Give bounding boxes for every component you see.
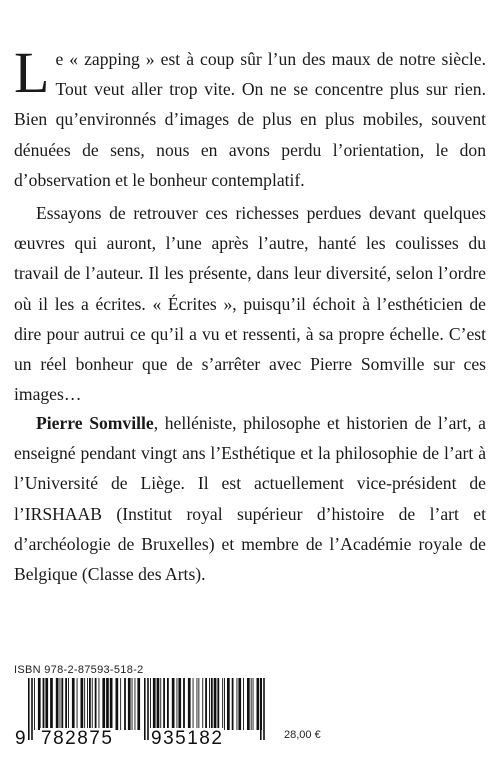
barcode-guard-bar: [144, 678, 146, 740]
barcode-bar: [178, 678, 181, 730]
barcode-bar: [43, 678, 45, 730]
barcode-bar: [72, 678, 75, 730]
barcode-bar: [224, 678, 225, 730]
barcode-bar: [253, 678, 254, 730]
barcode-right-digits: 935182: [151, 728, 224, 749]
barcode-bar: [177, 678, 178, 730]
barcode-bar: [137, 678, 140, 730]
barcode-guard-bar: [28, 678, 30, 740]
barcode-bar: [188, 678, 191, 730]
barcode-bar: [183, 678, 185, 730]
second-paragraph: Essayons de retrouver ces richesses perdues devant quelques œuvres qui auront, l’une après l’autre, hanté les coulisses du travail de l’auteur. Il les présente, dans leur diversité, selon l’ordre où il les a écrites. « Écrites », puisqu’il échoit à l’esthéticien de dire pour autrui ce qu’il a vu et ressenti, à sa propre échelle. C’est un réel bonheur que de s’arrêter avec Pierre Somville sur ces images…: [14, 203, 486, 405]
barcode-bar: [102, 678, 105, 730]
barcode-first-digit: 9: [15, 728, 26, 749]
barcode-bar: [92, 678, 93, 730]
barcode-bar: [61, 678, 63, 730]
barcode-bar: [68, 678, 69, 730]
barcode-bar: [251, 678, 252, 730]
barcode-bar: [257, 678, 260, 730]
barcode-bar: [260, 678, 262, 730]
barcode-bar: [89, 678, 91, 730]
barcode-bar: [132, 678, 133, 730]
barcode-bar: [128, 678, 131, 730]
barcode-bar: [106, 678, 109, 730]
barcode-bar: [110, 678, 113, 730]
barcode-guard-bar: [147, 678, 149, 740]
barcode-bar: [217, 678, 219, 730]
barcode-bar: [202, 678, 203, 730]
barcode-bar: [153, 678, 156, 730]
barcode-bar: [163, 678, 165, 730]
barcode-bar: [172, 678, 175, 730]
author-bio-text: , helléniste, philosophe et historien de l’art, a enseigné pendant vingt ans l’Esthétique et la philosophie de l’art à l’Université de Liège. Il est actuellement vice-président de l’IRSHAAB (Institut royal supérieur d’histoire de l’art et d’archéologie de Bruxelles) et membre de l’Académie royale de Belgique (Classe des Arts).: [14, 413, 486, 585]
barcode-bar: [120, 678, 121, 730]
barcode-bar: [232, 678, 234, 730]
barcode-bar: [87, 678, 88, 730]
barcode-bar: [237, 678, 238, 730]
barcode-bar: [60, 678, 61, 730]
barcode-bar: [222, 678, 223, 730]
barcode-guard-bar: [263, 678, 265, 740]
barcode-bar: [205, 678, 207, 730]
barcode-left-digits: 782875: [41, 728, 114, 749]
barcode-bar: [227, 678, 230, 730]
barcode-bar: [50, 678, 53, 730]
barcode-bar: [167, 678, 169, 730]
barcode-bar: [99, 678, 100, 730]
barcode-bar: [56, 678, 59, 730]
barcode-bar: [209, 678, 210, 730]
barcode-bar: [77, 678, 78, 730]
intro-paragraph-text: e « zapping » est à coup sûr l’un des maux de notre siècle. Tout veut aller trop vite. On ne se concentre plus sur rien. Bien qu’environnés d’images de plus en plus mobiles, souvent dénuées de sens, nous en avons perdu l’orientation, le don d’observation et le bonheur contemplatif.: [14, 49, 486, 190]
barcode-bar: [81, 678, 84, 730]
barcode-bar: [214, 678, 217, 730]
barcode-bar: [160, 678, 161, 730]
barcode-bar: [124, 678, 126, 730]
barcode-bar: [45, 678, 48, 730]
barcode-bar: [198, 678, 199, 730]
author-name: Pierre Somville: [36, 413, 154, 433]
barcode-bar: [193, 678, 194, 730]
price: 28,00 €: [284, 729, 321, 741]
barcode-bar: [157, 678, 160, 730]
drop-cap: L: [14, 40, 50, 105]
barcode-bar: [243, 678, 244, 730]
isbn-label: ISBN 978-2-87593-518-2: [14, 664, 144, 676]
barcode-bar: [238, 678, 241, 730]
barcode-bar: [84, 678, 85, 730]
barcode-bar: [34, 678, 35, 730]
barcode-bar: [65, 678, 67, 730]
barcode-bar: [95, 678, 97, 730]
barcode-bar: [150, 678, 151, 730]
barcode-bar: [211, 678, 213, 730]
barcode-bar: [38, 678, 41, 730]
barcode-bar: [116, 678, 119, 730]
barcode-bar: [247, 678, 250, 730]
barcode-guard-bar: [31, 678, 33, 740]
barcode-bar: [197, 678, 198, 730]
author-bio: [14, 408, 486, 589]
barcode-bar: [135, 678, 136, 730]
intro-paragraph: [14, 40, 486, 195]
